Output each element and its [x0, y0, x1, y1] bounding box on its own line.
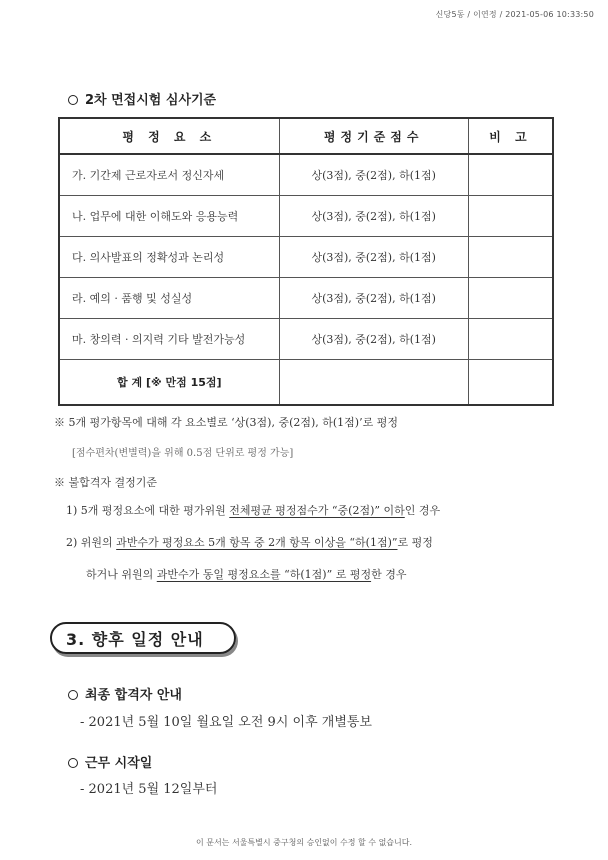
- header-score: 평정기준점수: [279, 118, 468, 154]
- table-row: [59, 237, 553, 278]
- fail-2-suffix: 로 평정: [397, 536, 433, 549]
- interview-section-title: 2차 면접시험 심사기준: [85, 93, 217, 108]
- row-item: 다. 의사발표의 정확성과 논리성: [59, 237, 279, 278]
- row-score: 상(3점), 중(2점), 하(1점): [279, 319, 468, 360]
- fail-criterion-1: [66, 502, 440, 518]
- fail-3-suffix: 한 경우: [371, 568, 407, 581]
- fail-2-underlined: 과반수가 평정요소 5개 항목 중 2개 항목 이상을 “하(1점)”: [116, 536, 398, 549]
- row-score: 상(3점), 중(2점), 하(1점): [279, 154, 468, 196]
- total-note: [468, 360, 553, 406]
- row-note: [468, 319, 553, 360]
- final-applicant-title: 최종 합격자 안내: [85, 688, 182, 703]
- circle-bullet-icon: [68, 690, 78, 700]
- row-score: 상(3점), 중(2점), 하(1점): [279, 237, 468, 278]
- circle-bullet-icon: [68, 95, 78, 105]
- fail-2-prefix: 2) 위원의: [66, 536, 117, 549]
- evaluation-criteria-table: [58, 117, 554, 406]
- start-date-heading: [68, 752, 152, 771]
- fail-1-prefix: 1) 5개 평정요소에 대한 평가위원: [66, 504, 230, 517]
- table-row: [59, 278, 553, 319]
- row-score: 상(3점), 중(2점), 하(1점): [279, 278, 468, 319]
- row-item: 마. 창의력 · 의지력 기타 발전가능성: [59, 319, 279, 360]
- row-note: [468, 278, 553, 319]
- fail-3-prefix: 하거나 위원의: [86, 568, 157, 581]
- header-remarks: 비 고: [468, 118, 553, 154]
- rating-note: ※ 5개 평가항목에 대해 각 요소별로 ‘상(3점), 중(2점), 하(1점)’로 평정: [54, 416, 398, 429]
- start-date-title: 근무 시작일: [85, 756, 153, 771]
- fail-criteria-title: ※ 불합격자 결정기준: [54, 476, 158, 489]
- document-stamp: 신당5동 / 이연정 / 2021-05-06 10:33:50: [435, 10, 594, 19]
- fail-1-suffix: 인 경우: [404, 504, 441, 517]
- start-date-detail: - 2021년 5월 12일부터: [80, 782, 218, 797]
- interview-section-heading: [68, 89, 216, 108]
- table-row: [59, 154, 553, 196]
- schedule-section-title: 3. 향후 일정 안내: [50, 622, 236, 654]
- row-score: 상(3점), 중(2점), 하(1점): [279, 196, 468, 237]
- circle-bullet-icon: [68, 758, 78, 768]
- table-row: [59, 196, 553, 237]
- fail-1-underlined: 전체평균 평정점수가 “중(2점)” 이하: [229, 504, 405, 517]
- row-item: 라. 예의 · 품행 및 성실성: [59, 278, 279, 319]
- row-note: [468, 196, 553, 237]
- total-label: 합 계 [※ 만점 15점]: [59, 360, 279, 406]
- final-applicant-detail: - 2021년 5월 10일 월요일 오전 9시 이후 개별통보: [80, 715, 372, 730]
- table-total-row: [59, 360, 553, 406]
- row-note: [468, 237, 553, 278]
- document-footer: 이 문서는 서울특별시 중구청의 승인없이 수정 할 수 없습니다.: [195, 838, 413, 847]
- final-applicant-heading: [68, 684, 182, 703]
- row-item: 가. 기간제 근로자로서 정신자세: [59, 154, 279, 196]
- fail-criterion-2: [66, 534, 433, 550]
- row-note: [468, 154, 553, 196]
- table-row: [59, 319, 553, 360]
- table-header-row: [59, 118, 553, 154]
- total-score: [279, 360, 468, 406]
- fail-3-underlined: 과반수가 동일 평정요소를 “하(1점)” 로 평정: [156, 568, 372, 581]
- fail-criterion-2-continued: [86, 566, 406, 582]
- rating-subnote: [점수편차(변별력)을 위해 0.5점 단위로 평정 가능]: [72, 448, 294, 459]
- row-item: 나. 업무에 대한 이해도와 응용능력: [59, 196, 279, 237]
- header-element: 평 정 요 소: [59, 118, 279, 154]
